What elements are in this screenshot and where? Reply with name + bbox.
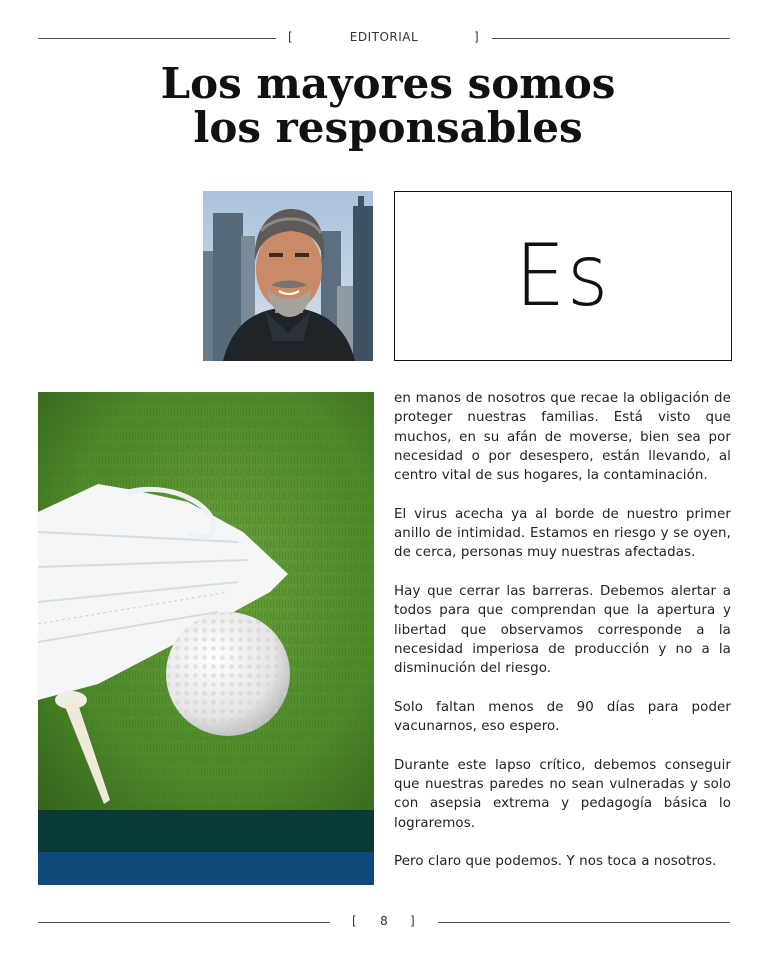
title-line-1: Los mayores somos	[160, 59, 616, 108]
page-title	[0, 59, 768, 152]
drop-cap-box	[394, 191, 732, 361]
article-paragraph-6: Pero claro que podemos. Y nos toca a nosotros.	[394, 854, 717, 870]
header-bracket-close: ]	[474, 30, 479, 44]
footer-bracket-close: ]	[410, 914, 415, 928]
article-paragraph-2: El virus acecha ya al borde de nuestro primer anillo de intimidad. Estamos en riesgo y se oyen, de cerca, personas muy nuestras afectadas.	[394, 506, 731, 561]
title-line-2: los responsables	[193, 103, 583, 152]
article-paragraph-4: Solo faltan menos de 90 días para poder vacunarnos, eso espero.	[394, 699, 731, 735]
header-rule-left	[38, 38, 276, 39]
author-portrait	[203, 191, 373, 361]
article-paragraph-3: Hay que cerrar las barreras. Debemos alertar a todos para que comprendan que la apertura y libertad que observamos corresponde a la necesidad imperiosa de producción y no a la disminución del riesgo.	[394, 583, 731, 677]
header-bracket-open: [	[288, 30, 293, 44]
footer-rule-right	[438, 922, 730, 923]
footer-rule-left	[38, 922, 330, 923]
article-paragraph-5: Durante este lapso crítico, debemos conseguir que nuestras paredes no sean vulneradas y solo con asepsia extrema y pedagogía básica lo lograremos.	[394, 757, 731, 831]
drop-cap-text: Es	[515, 226, 611, 326]
footer-bracket-open: [	[352, 914, 357, 928]
article-body	[394, 389, 731, 871]
article-paragraph-1: en manos de nosotros que recae la obligación de proteger nuestras familias. Está visto que muchos, en su afán de moverse, bien sea por necesidad o por desespero, están llevando, al centro vital de sus hogares, la contaminación.	[394, 391, 731, 484]
page-number: 8	[380, 914, 388, 928]
header-rule-right	[492, 38, 730, 39]
section-label: EDITORIAL	[349, 30, 419, 44]
article-photo	[38, 392, 374, 885]
